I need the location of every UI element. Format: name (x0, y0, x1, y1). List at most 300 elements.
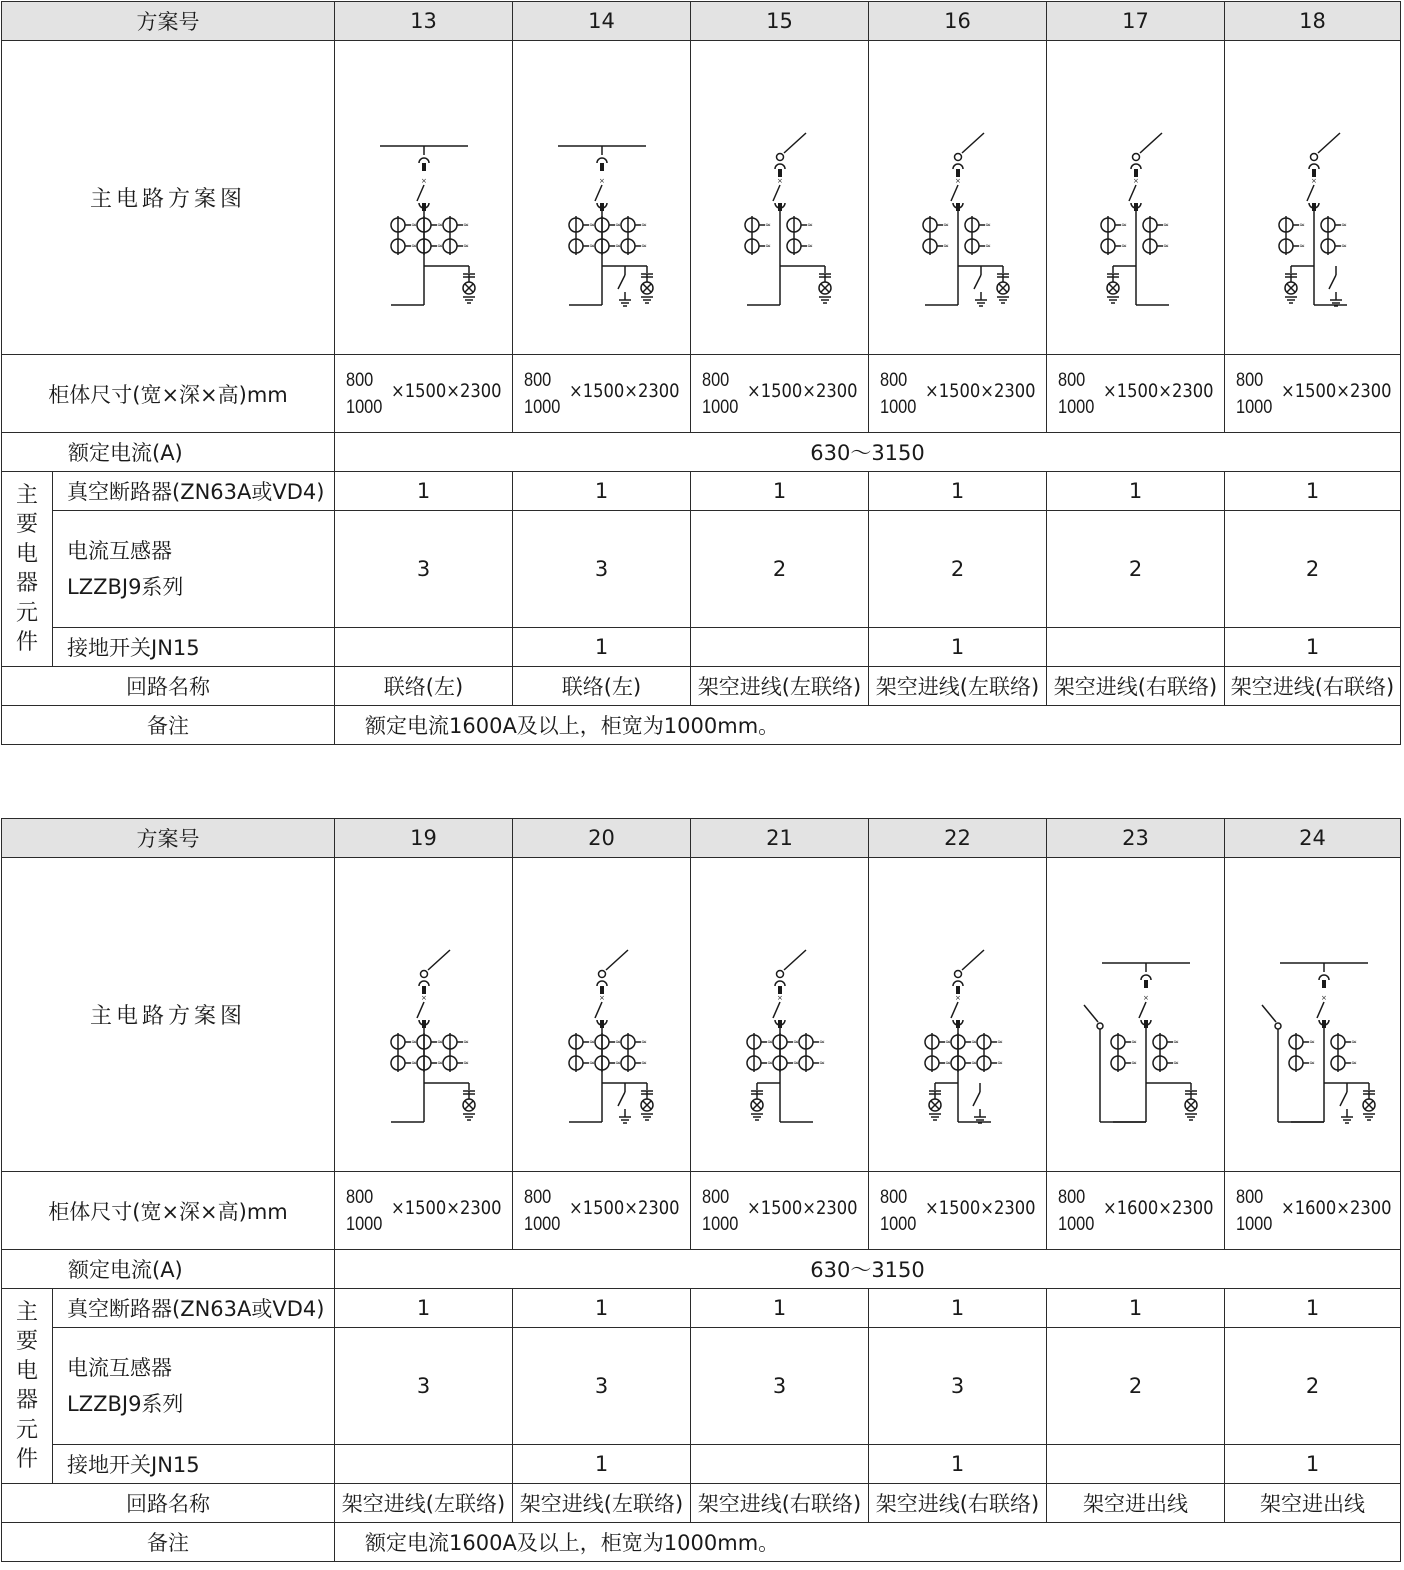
svg-text:≈: ≈ (793, 1058, 799, 1067)
voltage-indicator-symbol (463, 274, 475, 303)
circuit-name: 架空进线(左联络) (691, 667, 869, 706)
svg-text:≈: ≈ (615, 241, 621, 250)
voltage-indicator-symbol (819, 274, 831, 303)
svg-text:≈: ≈ (997, 1058, 1003, 1067)
earthing-qty: 1 (513, 1445, 691, 1484)
vertical-char: 要 (15, 1329, 38, 1354)
breaker-symbol (773, 185, 780, 201)
width-option: 1000 (880, 1214, 917, 1235)
ground-symbol (641, 297, 653, 303)
earthing-qty (691, 1445, 869, 1484)
remarks-row (2, 1523, 1401, 1562)
svg-text:≈: ≈ (1341, 220, 1347, 229)
current-transformer-symbol (1331, 1033, 1357, 1072)
main-circuit-row (2, 41, 1401, 355)
svg-text:≈: ≈ (943, 241, 949, 250)
single-line-diagram (869, 860, 1047, 1170)
breaker-label: 真空断路器(ZN63A或VD4) (53, 1289, 335, 1328)
svg-text:≈: ≈ (1121, 241, 1127, 250)
circuit-diagram (691, 858, 869, 1172)
current-transformer-symbol (595, 1033, 621, 1072)
width-option: 800 (702, 1187, 730, 1208)
earthing-switch-label: 接地开关JN15 (53, 628, 335, 667)
width-option: 1000 (702, 1214, 739, 1235)
ct-label (53, 511, 335, 628)
breaker-symbol (951, 1002, 958, 1018)
depth-height: ×1500×2300 (925, 380, 1036, 402)
vertical-char: 电 (15, 1358, 38, 1384)
breaker-symbol (417, 185, 424, 201)
circuit-name: 架空进线(左联络) (513, 1484, 691, 1523)
scheme-no: 22 (869, 819, 1047, 858)
width-option: 1000 (346, 1214, 383, 1235)
current-transformer-symbol (1279, 216, 1305, 255)
svg-text:≈: ≈ (971, 1037, 977, 1046)
scheme-number-row (2, 2, 1401, 41)
svg-text:≈: ≈ (767, 1037, 773, 1046)
current-transformer-symbol (595, 216, 621, 255)
depth-height: ×1500×2300 (391, 380, 502, 402)
circuit-name: 架空进线(右联络) (691, 1484, 869, 1523)
circuit-diagram (335, 41, 513, 355)
ground-symbol (1185, 1114, 1197, 1120)
main-circuit-row (2, 858, 1401, 1172)
svg-text:≈: ≈ (819, 1058, 825, 1067)
voltage-indicator-symbol (1107, 274, 1119, 303)
cabinet-size (1225, 1172, 1401, 1250)
svg-text:≈: ≈ (765, 241, 771, 250)
current-transformer-symbol (925, 1033, 951, 1072)
svg-text:×: × (777, 993, 783, 1002)
single-line-diagram (1047, 860, 1225, 1170)
ct-qty: 2 (869, 511, 1047, 628)
circuit-name: 架空进出线 (1047, 1484, 1225, 1523)
scheme-no: 15 (691, 2, 869, 41)
current-transformer-symbol (1111, 1033, 1137, 1072)
breaker-row (2, 472, 1401, 511)
cabinet-size (1047, 1172, 1225, 1250)
current-transformer-symbol (745, 216, 771, 255)
svg-text:≈: ≈ (411, 1058, 417, 1067)
ct-qty: 3 (869, 1328, 1047, 1445)
ct-qty: 3 (335, 1328, 513, 1445)
ground-symbol (641, 1114, 653, 1120)
svg-text:×: × (1321, 993, 1327, 1002)
single-line-diagram (335, 860, 513, 1170)
svg-text:≈: ≈ (1121, 220, 1127, 229)
voltage-indicator-symbol (641, 274, 653, 303)
ct-label-line: 电流互感器 (67, 539, 172, 563)
svg-text:×: × (955, 176, 961, 185)
current-transformer-symbol (799, 1033, 825, 1072)
single-line-diagram (513, 860, 691, 1170)
earthing-qty (335, 1445, 513, 1484)
svg-text:≈: ≈ (615, 1058, 621, 1067)
ct-qty: 3 (513, 1328, 691, 1445)
ct-qty: 2 (1225, 511, 1401, 628)
width-option: 800 (524, 370, 552, 391)
earthing-switch-symbol (1340, 1092, 1353, 1123)
width-option: 800 (880, 1187, 908, 1208)
circuit-name-label: 回路名称 (2, 667, 335, 706)
earthing-qty (1047, 1445, 1225, 1484)
svg-text:≈: ≈ (641, 1058, 647, 1067)
width-option: 800 (1236, 370, 1264, 391)
circuit-name: 联络(左) (335, 667, 513, 706)
svg-text:≈: ≈ (589, 241, 595, 250)
scheme-no: 18 (1225, 2, 1401, 41)
earthing-qty: 1 (869, 628, 1047, 667)
current-transformer-symbol (1101, 216, 1127, 255)
voltage-indicator-symbol (751, 1091, 763, 1120)
ground-symbol (1285, 297, 1297, 303)
scheme-number-row (2, 819, 1401, 858)
current-transformer-symbol (443, 216, 469, 255)
scheme-no-label: 方案号 (2, 2, 335, 41)
svg-text:≈: ≈ (985, 220, 991, 229)
width-option: 1000 (880, 397, 917, 418)
width-option: 800 (346, 1187, 374, 1208)
ground-symbol (619, 1117, 631, 1123)
circuit-diagram (1225, 41, 1401, 355)
ct-label-line: 电流互感器 (67, 1356, 172, 1380)
ground-symbol (751, 1114, 763, 1120)
ground-symbol (1341, 1117, 1353, 1123)
svg-text:×: × (1133, 176, 1139, 185)
ct-qty: 2 (1047, 511, 1225, 628)
current-transformer-symbol (1143, 216, 1169, 255)
earthing-qty: 1 (1225, 1445, 1401, 1484)
scheme-no: 19 (335, 819, 513, 858)
width-option: 800 (880, 370, 908, 391)
svg-text:≈: ≈ (411, 241, 417, 250)
ground-symbol (975, 300, 987, 306)
ct-label (53, 1328, 335, 1445)
rated-current-row (2, 433, 1401, 472)
breaker-symbol (595, 185, 602, 201)
ct-label-line: LZZBJ9系列 (67, 575, 184, 599)
overhead-line-arrow (606, 950, 628, 970)
cabinet-size (691, 1172, 869, 1250)
svg-text:≈: ≈ (1163, 241, 1169, 250)
depth-height: ×1500×2300 (569, 1197, 680, 1219)
svg-text:≈: ≈ (985, 241, 991, 250)
width-option: 1000 (346, 397, 383, 418)
main-circuit-label: 主电路方案图 (2, 41, 335, 355)
vertical-char: 要 (15, 512, 38, 537)
vertical-char: 器 (15, 1388, 38, 1413)
overhead-line-arrow (784, 950, 806, 970)
svg-text:≈: ≈ (589, 1058, 595, 1067)
svg-text:≈: ≈ (589, 220, 595, 229)
breaker-qty: 1 (1047, 1289, 1225, 1328)
single-line-diagram (335, 43, 513, 353)
ground-symbol (463, 297, 475, 303)
rated-current-label: 额定电流(A) (2, 433, 335, 472)
current-transformer-symbol (1289, 1033, 1315, 1072)
single-line-diagram (869, 43, 1047, 353)
cabinet-size (335, 1172, 513, 1250)
vertical-char: 件 (15, 630, 38, 655)
breaker-qty: 1 (335, 1289, 513, 1328)
breaker-row (2, 1289, 1401, 1328)
current-transformer-symbol (569, 1033, 595, 1072)
svg-text:×: × (599, 993, 605, 1002)
circuit-name-label: 回路名称 (2, 1484, 335, 1523)
outgoing-line-arrow (1262, 1005, 1276, 1022)
current-transformer-symbol (391, 1033, 417, 1072)
breaker-qty: 1 (691, 472, 869, 511)
earthing-qty (335, 628, 513, 667)
cabinet-size (869, 1172, 1047, 1250)
svg-text:≈: ≈ (807, 241, 813, 250)
svg-text:≈: ≈ (463, 1037, 469, 1046)
circuit-diagram (513, 41, 691, 355)
svg-text:≈: ≈ (767, 1058, 773, 1067)
circuit-diagram (1225, 858, 1401, 1172)
cabinet-size (513, 1172, 691, 1250)
single-line-diagram (513, 43, 691, 353)
svg-text:≈: ≈ (1309, 1058, 1315, 1067)
circuit-name: 架空进线(左联络) (335, 1484, 513, 1523)
svg-text:×: × (421, 993, 427, 1002)
width-option: 1000 (1236, 397, 1273, 418)
current-transformer-symbol (773, 1033, 799, 1072)
depth-height: ×1500×2300 (747, 1197, 858, 1219)
single-line-diagram (1047, 43, 1225, 353)
breaker-symbol (1139, 1002, 1146, 1018)
earthing-qty: 1 (513, 628, 691, 667)
earthing-switch-row (2, 628, 1401, 667)
depth-height: ×1500×2300 (1103, 380, 1214, 402)
svg-text:≈: ≈ (463, 220, 469, 229)
circuit-name: 架空进出线 (1225, 1484, 1401, 1523)
scheme-no: 14 (513, 2, 691, 41)
remarks-label: 备注 (2, 1523, 335, 1562)
scheme-no: 16 (869, 2, 1047, 41)
ct-qty: 3 (513, 511, 691, 628)
circuit-name: 架空进线(右联络) (1047, 667, 1225, 706)
depth-height: ×1500×2300 (1281, 380, 1392, 402)
cabinet-size (869, 355, 1047, 433)
svg-text:≈: ≈ (463, 1058, 469, 1067)
width-option: 800 (1236, 1187, 1264, 1208)
svg-text:≈: ≈ (641, 220, 647, 229)
breaker-qty: 1 (1047, 472, 1225, 511)
overhead-line-arrow (1140, 133, 1162, 153)
scheme-no: 20 (513, 819, 691, 858)
earthing-switch-symbol (618, 275, 631, 306)
svg-text:≈: ≈ (437, 241, 443, 250)
rated-current-value: 630～3150 (335, 1250, 1401, 1289)
circuit-name: 架空进线(右联络) (869, 1484, 1047, 1523)
width-option: 800 (524, 1187, 552, 1208)
current-transformer-row (2, 1328, 1401, 1445)
depth-height: ×1500×2300 (391, 1197, 502, 1219)
depth-height: ×1600×2300 (1103, 1197, 1214, 1219)
cabinet-size-row (2, 355, 1401, 433)
ct-qty: 3 (691, 1328, 869, 1445)
remarks-label: 备注 (2, 706, 335, 745)
current-transformer-symbol (443, 1033, 469, 1072)
width-option: 1000 (1236, 1214, 1273, 1235)
svg-text:≈: ≈ (1131, 1058, 1137, 1067)
single-line-diagram (691, 43, 869, 353)
rated-current-row (2, 1250, 1401, 1289)
svg-text:≈: ≈ (437, 1058, 443, 1067)
width-option: 1000 (1058, 397, 1095, 418)
svg-text:≈: ≈ (945, 1037, 951, 1046)
width-option: 1000 (1058, 1214, 1095, 1235)
ground-symbol (819, 297, 831, 303)
breaker-symbol (1317, 1002, 1324, 1018)
voltage-indicator-symbol (929, 1091, 941, 1120)
svg-text:×: × (955, 993, 961, 1002)
circuit-name: 联络(左) (513, 667, 691, 706)
ct-qty: 2 (691, 511, 869, 628)
circuit-diagram (691, 41, 869, 355)
circuit-name-row (2, 1484, 1401, 1523)
current-transformer-symbol (923, 216, 949, 255)
single-line-diagram (1225, 43, 1401, 353)
earthing-switch-symbol (973, 1092, 986, 1123)
scheme-no: 23 (1047, 819, 1225, 858)
remarks-text: 额定电流1600A及以上，柜宽为1000mm。 (335, 1523, 1401, 1562)
cabinet-size (691, 355, 869, 433)
svg-text:≈: ≈ (437, 220, 443, 229)
circuit-diagram (1047, 858, 1225, 1172)
current-transformer-symbol (977, 1033, 1003, 1072)
main-components-label (2, 472, 53, 667)
earthing-switch-label: 接地开关JN15 (53, 1445, 335, 1484)
svg-text:≈: ≈ (1299, 220, 1305, 229)
overhead-line-arrow (962, 133, 984, 153)
current-transformer-symbol (621, 216, 647, 255)
remarks-row (2, 706, 1401, 745)
earthing-switch-symbol (1329, 275, 1342, 306)
svg-text:≈: ≈ (641, 241, 647, 250)
vertical-char: 主 (15, 482, 38, 508)
vertical-char: 主 (15, 1299, 38, 1325)
scheme-no: 24 (1225, 819, 1401, 858)
ct-qty: 2 (1225, 1328, 1401, 1445)
svg-text:≈: ≈ (589, 1037, 595, 1046)
svg-text:≈: ≈ (641, 1037, 647, 1046)
breaker-symbol (1129, 185, 1136, 201)
svg-text:≈: ≈ (971, 1058, 977, 1067)
svg-text:≈: ≈ (765, 220, 771, 229)
cabinet-size (513, 355, 691, 433)
voltage-indicator-symbol (463, 1091, 475, 1120)
current-transformer-symbol (569, 216, 595, 255)
breaker-qty: 1 (513, 472, 691, 511)
svg-text:≈: ≈ (1351, 1037, 1357, 1046)
breaker-qty: 1 (869, 1289, 1047, 1328)
depth-height: ×1500×2300 (925, 1197, 1036, 1219)
vertical-char: 电 (15, 541, 38, 567)
cabinet-size (1225, 355, 1401, 433)
svg-text:≈: ≈ (997, 1037, 1003, 1046)
ground-symbol (463, 1114, 475, 1120)
remarks-text: 额定电流1600A及以上，柜宽为1000mm。 (335, 706, 1401, 745)
overhead-line-arrow (784, 133, 806, 153)
depth-height: ×1500×2300 (569, 380, 680, 402)
ground-symbol (1363, 1114, 1375, 1120)
depth-height: ×1500×2300 (747, 380, 858, 402)
voltage-indicator-symbol (641, 1091, 653, 1120)
ground-symbol (1107, 297, 1119, 303)
earthing-switch-row (2, 1445, 1401, 1484)
svg-text:≈: ≈ (1131, 1037, 1137, 1046)
svg-text:≈: ≈ (1163, 220, 1169, 229)
current-transformer-symbol (951, 1033, 977, 1072)
breaker-qty: 1 (335, 472, 513, 511)
current-transformer-symbol (1153, 1033, 1179, 1072)
width-option: 1000 (702, 397, 739, 418)
breaker-qty: 1 (691, 1289, 869, 1328)
cabinet-size (335, 355, 513, 433)
circuit-diagram (1047, 41, 1225, 355)
svg-text:≈: ≈ (1173, 1037, 1179, 1046)
vertical-char: 元 (15, 1417, 38, 1443)
svg-text:≈: ≈ (793, 1037, 799, 1046)
svg-text:≈: ≈ (819, 1037, 825, 1046)
circuit-diagram (335, 858, 513, 1172)
cabinet-size-label: 柜体尺寸(宽×深×高)mm (2, 1172, 335, 1250)
current-transformer-symbol (787, 216, 813, 255)
svg-text:≈: ≈ (1341, 241, 1347, 250)
width-option: 1000 (524, 397, 561, 418)
earthing-qty (1047, 628, 1225, 667)
svg-text:≈: ≈ (411, 220, 417, 229)
circuit-name-row (2, 667, 1401, 706)
svg-text:≈: ≈ (1309, 1037, 1315, 1046)
current-transformer-symbol (417, 1033, 443, 1072)
svg-text:≈: ≈ (807, 220, 813, 229)
overhead-line-arrow (428, 950, 450, 970)
overhead-line-arrow (1318, 133, 1340, 153)
current-transformer-symbol (391, 216, 417, 255)
voltage-indicator-symbol (1185, 1091, 1197, 1120)
breaker-qty: 1 (1225, 1289, 1401, 1328)
ct-label-line: LZZBJ9系列 (67, 1392, 184, 1416)
scheme-no: 13 (335, 2, 513, 41)
earthing-qty (691, 628, 869, 667)
overhead-line-arrow (962, 950, 984, 970)
scheme-table-2 (1, 818, 1401, 1562)
ct-qty: 3 (335, 511, 513, 628)
current-transformer-symbol (621, 1033, 647, 1072)
scheme-no-label: 方案号 (2, 819, 335, 858)
scheme-table-1 (1, 1, 1401, 745)
circuit-name: 架空进线(右联络) (1225, 667, 1401, 706)
rated-current-label: 额定电流(A) (2, 1250, 335, 1289)
cabinet-size (1047, 355, 1225, 433)
voltage-indicator-symbol (1363, 1091, 1375, 1120)
current-transformer-row (2, 511, 1401, 628)
svg-text:≈: ≈ (1173, 1058, 1179, 1067)
svg-text:×: × (1311, 176, 1317, 185)
width-option: 800 (1058, 370, 1086, 391)
circuit-diagram (869, 858, 1047, 1172)
ground-symbol (619, 300, 631, 306)
svg-text:≈: ≈ (615, 220, 621, 229)
voltage-indicator-symbol (997, 274, 1009, 303)
vertical-char: 器 (15, 571, 38, 596)
rated-current-value: 630～3150 (335, 433, 1401, 472)
cabinet-size-label: 柜体尺寸(宽×深×高)mm (2, 355, 335, 433)
svg-text:×: × (1143, 993, 1149, 1002)
